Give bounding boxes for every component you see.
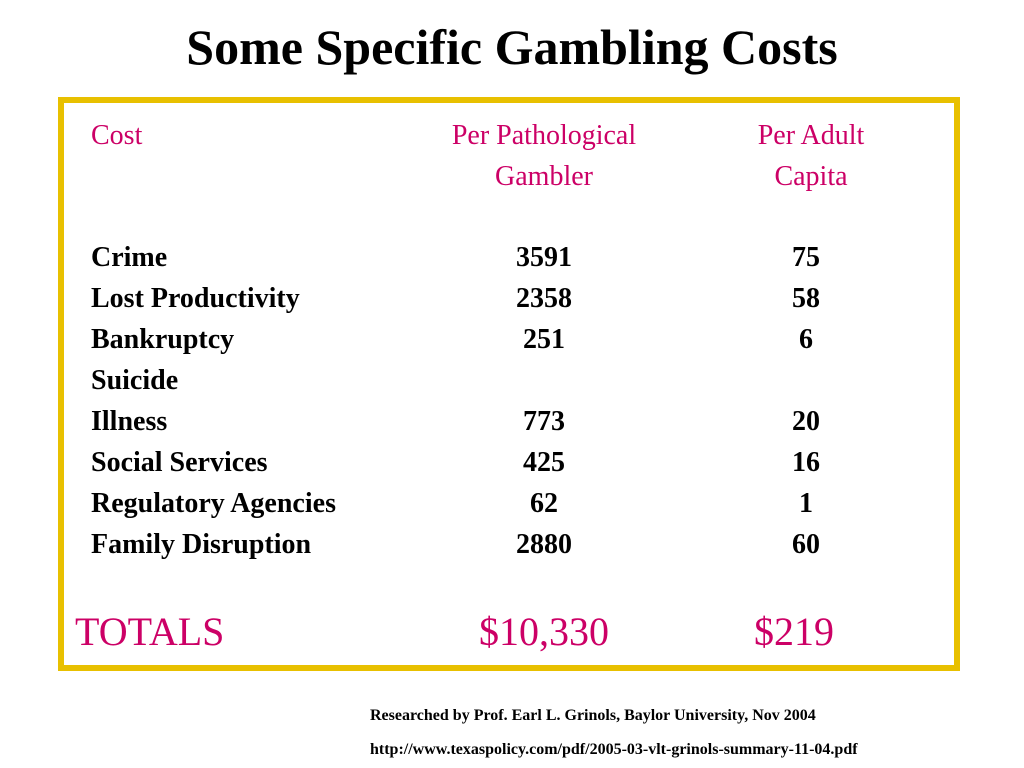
totals-per-gambler: $10,330 bbox=[479, 609, 609, 654]
row-label: Social Services bbox=[91, 447, 268, 478]
row-per-adult: 20 bbox=[792, 406, 820, 437]
header-per-gambler-line2: Gambler bbox=[495, 161, 593, 192]
row-label: Family Disruption bbox=[91, 529, 312, 560]
totals-label: TOTALS bbox=[75, 609, 225, 654]
row-per-gambler: 773 bbox=[523, 406, 565, 437]
credit-source-url: http://www.texaspolicy.com/pdf/2005-03-vlt-grinols-summary-11-04.pdf bbox=[370, 741, 858, 758]
header-per-gambler-line1: Per Pathological bbox=[451, 120, 637, 151]
row-per-gambler: 425 bbox=[523, 447, 565, 478]
page-title: Some Specific Gambling Costs bbox=[186, 19, 838, 75]
row-per-gambler: 2358 bbox=[516, 283, 572, 314]
row-per-gambler: 62 bbox=[530, 488, 558, 519]
header-cost: Cost bbox=[91, 120, 143, 151]
header-per-adult-line2: Capita bbox=[774, 161, 848, 192]
row-label: Bankruptcy bbox=[91, 324, 235, 355]
row-per-gambler: 251 bbox=[523, 324, 565, 355]
row-label: Lost Productivity bbox=[91, 283, 300, 314]
row-label: Crime bbox=[91, 242, 168, 273]
row-label: Suicide bbox=[91, 365, 179, 396]
credit-researcher: Researched by Prof. Earl L. Grinols, Baylor University, Nov 2004 bbox=[370, 707, 816, 724]
row-label: Regulatory Agencies bbox=[91, 488, 336, 519]
totals-per-adult: $219 bbox=[754, 609, 834, 654]
row-per-adult: 58 bbox=[792, 283, 820, 314]
row-per-adult: 6 bbox=[799, 324, 813, 355]
row-per-adult: 1 bbox=[799, 488, 813, 519]
row-per-adult: 60 bbox=[792, 529, 820, 560]
row-per-adult: 16 bbox=[792, 447, 820, 478]
row-label: Illness bbox=[91, 406, 168, 437]
row-per-gambler: 2880 bbox=[516, 529, 572, 560]
cost-table-frame bbox=[58, 97, 960, 671]
header-per-adult-line1: Per Adult bbox=[757, 120, 865, 151]
row-per-adult: 75 bbox=[792, 242, 820, 273]
row-per-gambler: 3591 bbox=[516, 242, 572, 273]
